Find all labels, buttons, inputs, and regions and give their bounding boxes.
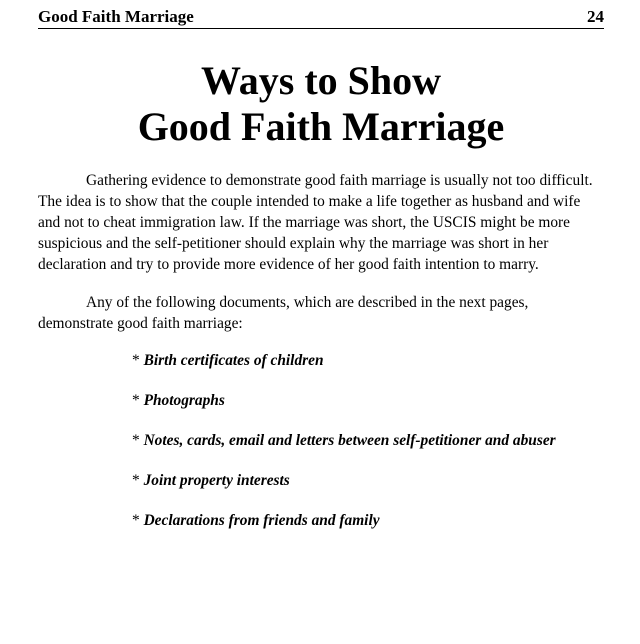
page-title-line-1: Ways to Show (200, 58, 442, 103)
page-header (38, 6, 604, 29)
list-bullet: * (132, 512, 140, 529)
list-bullet: * (132, 352, 140, 369)
list-item (132, 391, 612, 431)
evidence-list (132, 351, 612, 551)
page-number: 24 (587, 7, 604, 26)
page-title-line-2: Good Faith Marriage (137, 104, 505, 149)
page-title (38, 58, 604, 150)
list-item-text: Photographs (143, 392, 225, 409)
list-bullet: * (132, 432, 140, 449)
list-item (132, 471, 612, 511)
list-item-text: Declarations from friends and family (143, 512, 380, 529)
list-item (132, 431, 612, 471)
documents-paragraph: Any of the following documents, which are described in the next pages, demonstrate good faith marriage: (38, 294, 529, 332)
list-item (132, 351, 612, 391)
intro-paragraph: Gathering evidence to demonstrate good faith marriage is usually not too difficult. The idea is to show that the couple intended to make a life together as husband and wife and not to cheat immigration law. If the marriage was short, the USCIS might be more suspicious and the self-petitioner should explain why the marriage was short in her declaration and try to provide more evidence of her good faith intention to marry. (38, 172, 593, 273)
list-bullet: * (132, 392, 140, 409)
list-item (132, 511, 612, 551)
list-bullet: * (132, 472, 140, 489)
header-title: Good Faith Marriage (38, 7, 194, 26)
list-item-text: Joint property interests (143, 472, 290, 489)
list-item-text: Birth certificates of children (143, 352, 324, 369)
list-item-text: Notes, cards, email and letters between self-petitioner and abuser (143, 432, 556, 449)
